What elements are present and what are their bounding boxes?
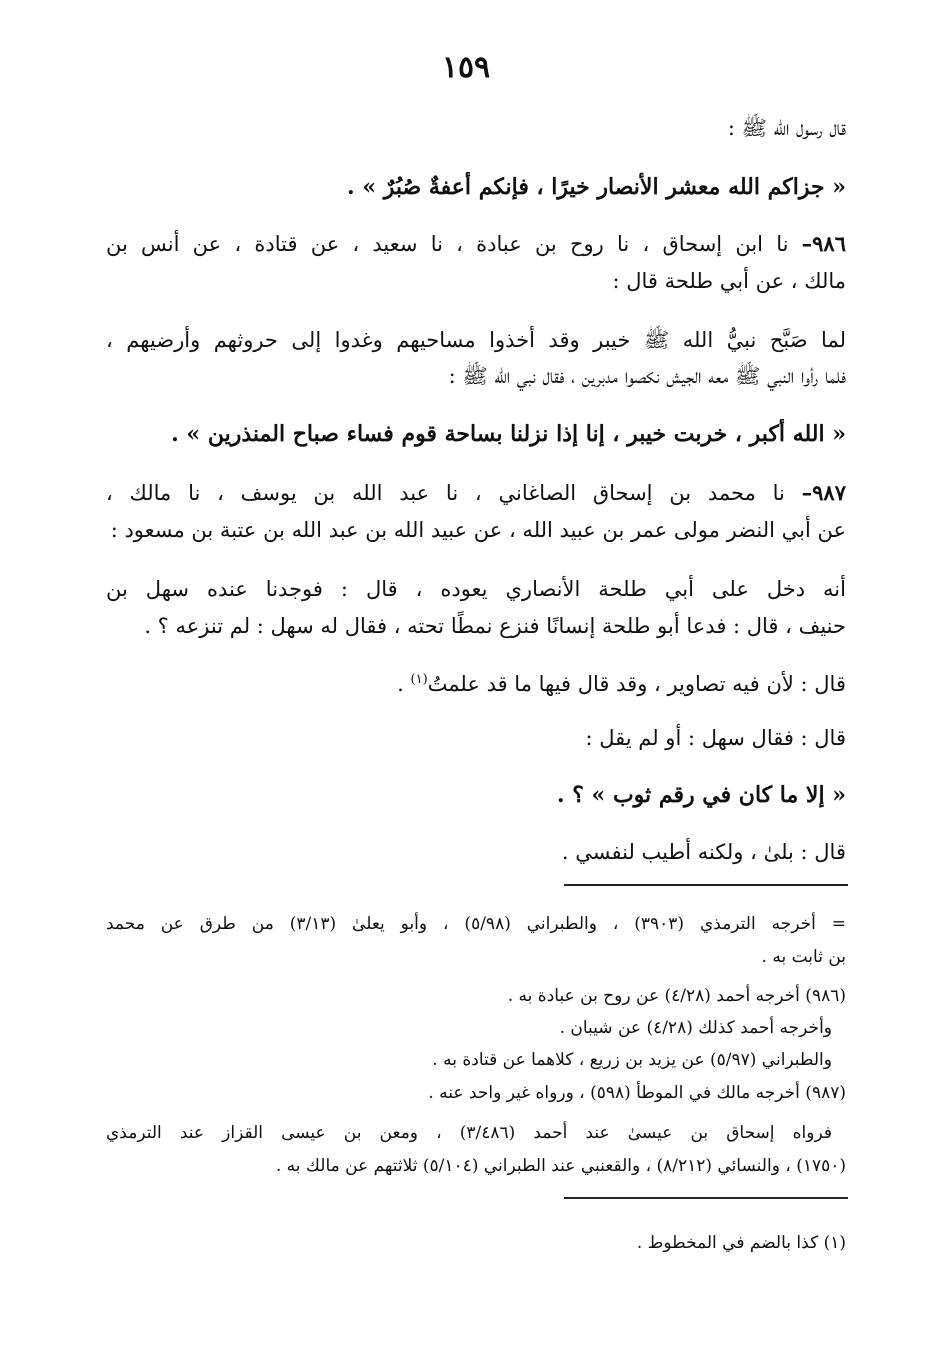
text-segment: نا ابن إسحاق ، نا روح بن عبادة ، نا سعيد ، عن قتادة ، عن أنس بن (106, 232, 789, 256)
text-segment: نا محمد بن إسحاق الصاغاني ، نا عبد الله بن يوسف ، نا مالك ، (106, 481, 785, 505)
footnote-line: فرواه إسحاق بن عيسىٰ عند أحمد (٣/٤٨٦) ، ومعن بن عيسى القزاز عند الترمذي (106, 1123, 832, 1143)
footnote-line: = أخرجه الترمذي (٣٩٠٣) ، والطبراني (٥/٩٨) ، وأبو يعلىٰ (٣/١٣) من طرق عن محمد (106, 914, 846, 934)
footnote-line: والطبراني (٥/٩٧) عن يزيد بن زريع ، كلاهما عن قتادة به . (432, 1050, 832, 1070)
hadith-number: ٩٨٦– (801, 231, 846, 256)
hadith-number: ٩٨٧– (801, 480, 846, 505)
text-line: حنيف ، قال : فدعا أبو طلحة إنسانًا فنزع نمطًا تحته ، فقال له سهل : لم تنزعه ؟ . (144, 614, 846, 638)
text-line: قال رسول الله ﷺ : (727, 116, 846, 140)
text-line: قال : بلىٰ ، ولكنه أطيب لنفسي . (561, 840, 846, 864)
footnote-divider (564, 1197, 848, 1199)
text-segment: . (397, 672, 411, 696)
footnote-line: وأخرجه أحمد كذلك (٤/٢٨) عن شيبان . (559, 1018, 832, 1038)
hadith-chain-986 (106, 229, 846, 259)
footnote-line: (١) كذا بالضم في المخطوط . (636, 1233, 846, 1253)
footnote-line: (١٧٥٠) ، والنسائي (٨/٢١٢) ، والقعنبي عند الطبراني (٥/١٠٤) ثلاثتهم عن مالك به . (275, 1156, 846, 1176)
footnote-line: (٩٨٦) أخرجه أحمد (٤/٢٨) عن روح بن عبادة به . (507, 986, 846, 1006)
text-line: لما صَبَّح نبيُّ الله ﷺ خيبر وقد أخذوا مساحيهم وغدوا إلى حروثهم وأرضيهم ، (106, 328, 846, 352)
text-line: فلما رأوا النبي ﷺ معه الجيش نكصوا مدبرين ، فقال نبي الله ﷺ : (448, 364, 846, 388)
page-number: ١٥٩ (441, 50, 491, 85)
text-line: عن أبي النضر مولى عمر بن عبيد الله ، عن عبيد الله بن عبد الله بن عتبة بن مسعود : (110, 518, 846, 542)
hadith-quote: « إلا ما كان في رقم ثوب » ؟ . (556, 782, 846, 808)
footnote-line: بن ثابت به . (761, 947, 846, 967)
hadith-quote: « الله أكبر ، خربت خيبر ، إنا إذا نزلنا بساحة قوم فساء صباح المنذرين » . (171, 421, 846, 447)
hadith-quote: « جزاكم الله معشر الأنصار خيرًا ، فإنكم أعفةٌ صُبُرٌ » . (347, 174, 846, 200)
text-line (106, 665, 846, 699)
hadith-chain-987 (106, 478, 846, 508)
text-line: أنه دخل على أبي طلحة الأنصاري يعوده ، قال : فوجدنا عنده سهل بن (106, 577, 846, 601)
footnote-divider (564, 884, 848, 886)
text-line: مالك ، عن أبي طلحة قال : (612, 269, 846, 293)
text-segment: قال : لأن فيه تصاوير ، وقد قال فيها ما قد علمتُ (427, 672, 846, 696)
text-line: قال : فقال سهل : أو لم يقل : (585, 726, 846, 750)
footnote-line: (٩٨٧) أخرجه مالك في الموطأ (٥٩٨) ، ورواه غير واحد عنه . (428, 1083, 846, 1103)
footnote-reference: (١) (410, 672, 428, 687)
